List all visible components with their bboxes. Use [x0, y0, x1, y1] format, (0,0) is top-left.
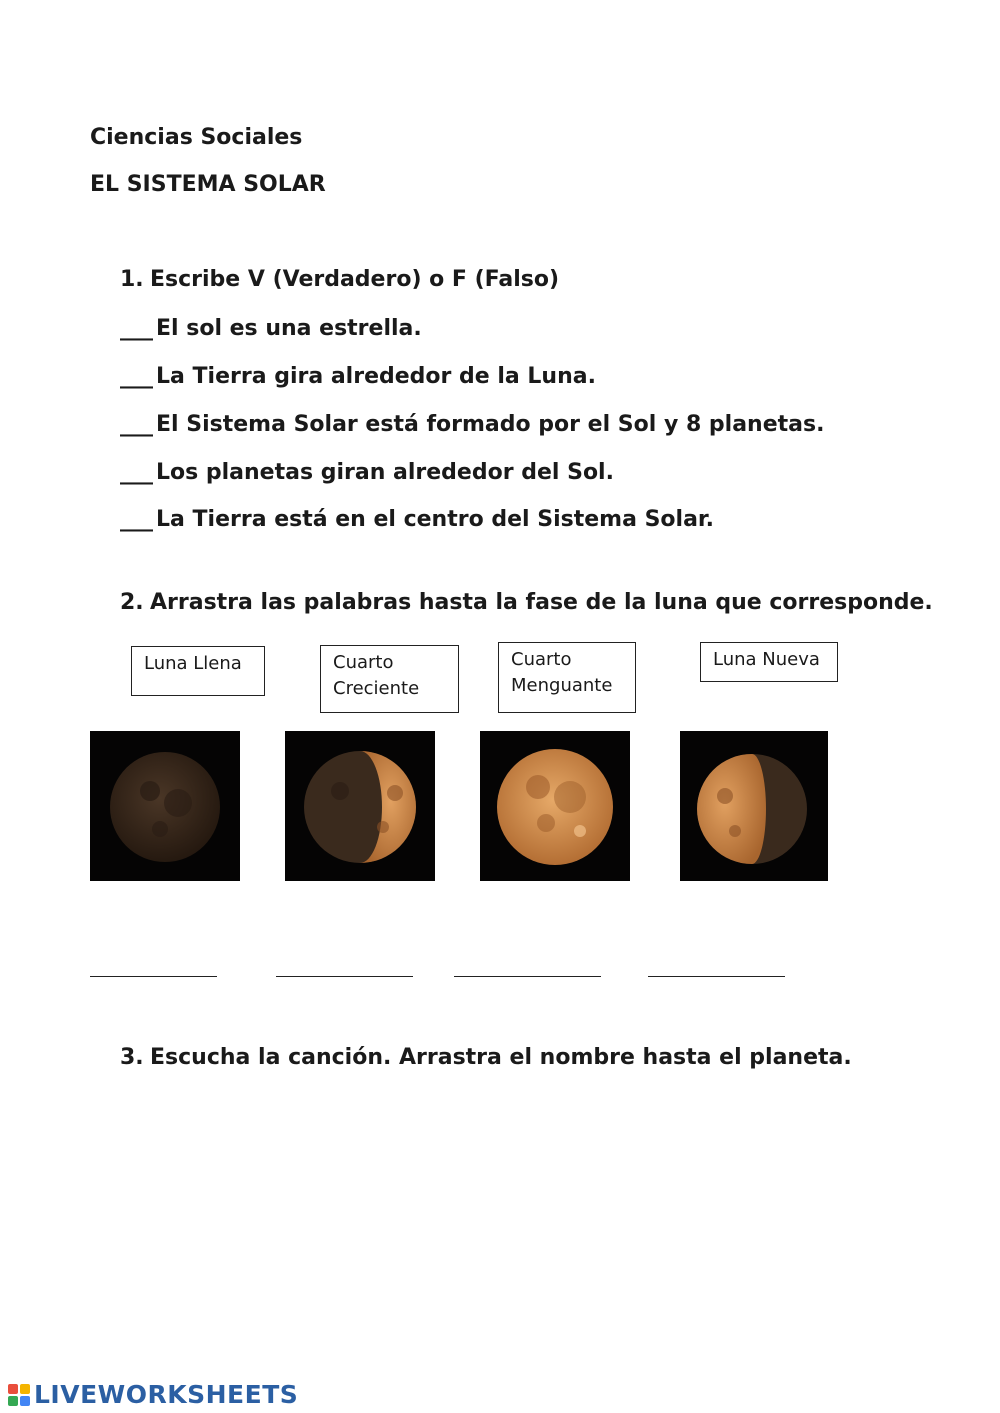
moon-image-waning-quarter: [285, 731, 435, 881]
word-line-1: Cuarto: [333, 652, 394, 673]
logo-text: LIVEWORKSHEETS: [34, 1380, 299, 1409]
moon-image-waxing-quarter: [680, 731, 828, 881]
statement-row: [120, 411, 824, 439]
question-3-number: 3.: [120, 1045, 144, 1070]
statement-row: [120, 315, 422, 343]
statement-text: El Sistema Solar está formado por el Sol y 8 planetas.: [156, 412, 825, 437]
word-luna-llena[interactable]: [131, 646, 265, 696]
drop-target-line[interactable]: [276, 948, 413, 977]
statement-row: [120, 459, 614, 487]
moon-image-full: [480, 731, 630, 881]
question-1-instruction: Escribe V (Verdadero) o F (Falso): [150, 267, 560, 292]
statement-row: [120, 506, 714, 534]
subject-title: Ciencias Sociales: [90, 125, 303, 150]
word-luna-nueva[interactable]: [700, 642, 838, 682]
answer-blank[interactable]: ___: [120, 364, 153, 389]
drop-target-line[interactable]: [648, 948, 785, 977]
dark-moon-icon: [90, 731, 240, 881]
statement-row: [120, 363, 596, 391]
word-cuarto-menguante[interactable]: [498, 642, 636, 713]
page-title: EL SISTEMA SOLAR: [90, 172, 326, 197]
question-3-title: [120, 1044, 852, 1072]
word-line-1: Cuarto: [511, 649, 572, 670]
word-cuarto-creciente[interactable]: [320, 645, 459, 713]
question-3-instruction: Escucha la canción. Arrastra el nombre hasta el planeta.: [150, 1045, 852, 1070]
crescent-moon-icon: [680, 731, 828, 881]
statement-text: La Tierra gira alrededor de la Luna.: [156, 364, 596, 389]
waning-quarter-moon-icon: [285, 731, 435, 881]
drop-target-line[interactable]: [454, 948, 601, 977]
statement-text: El sol es una estrella.: [156, 316, 422, 341]
answer-blank[interactable]: ___: [120, 460, 153, 485]
word-line-1: Luna Nueva: [713, 649, 820, 670]
question-2-instruction: Arrastra las palabras hasta la fase de la luna que corresponde.: [150, 590, 933, 615]
statement-text: La Tierra está en el centro del Sistema Solar.: [156, 507, 714, 532]
moon-image-dark: [90, 731, 240, 881]
word-line-2: Menguante: [511, 675, 613, 696]
logo-mark-icon: [8, 1384, 30, 1406]
word-line-2: Creciente: [333, 678, 420, 699]
question-2-number: 2.: [120, 590, 144, 615]
word-line-1: Luna Llena: [144, 653, 242, 674]
liveworksheets-logo: [8, 1380, 298, 1409]
answer-blank[interactable]: ___: [120, 412, 153, 437]
drop-target-line[interactable]: [90, 948, 217, 977]
statement-text: Los planetas giran alrededor del Sol.: [156, 460, 614, 485]
answer-blank[interactable]: ___: [120, 316, 153, 341]
question-1-title: [120, 266, 559, 294]
question-1-number: 1.: [120, 267, 144, 292]
question-2-title: [120, 589, 933, 617]
answer-blank[interactable]: ___: [120, 507, 153, 532]
full-moon-icon: [480, 731, 630, 881]
